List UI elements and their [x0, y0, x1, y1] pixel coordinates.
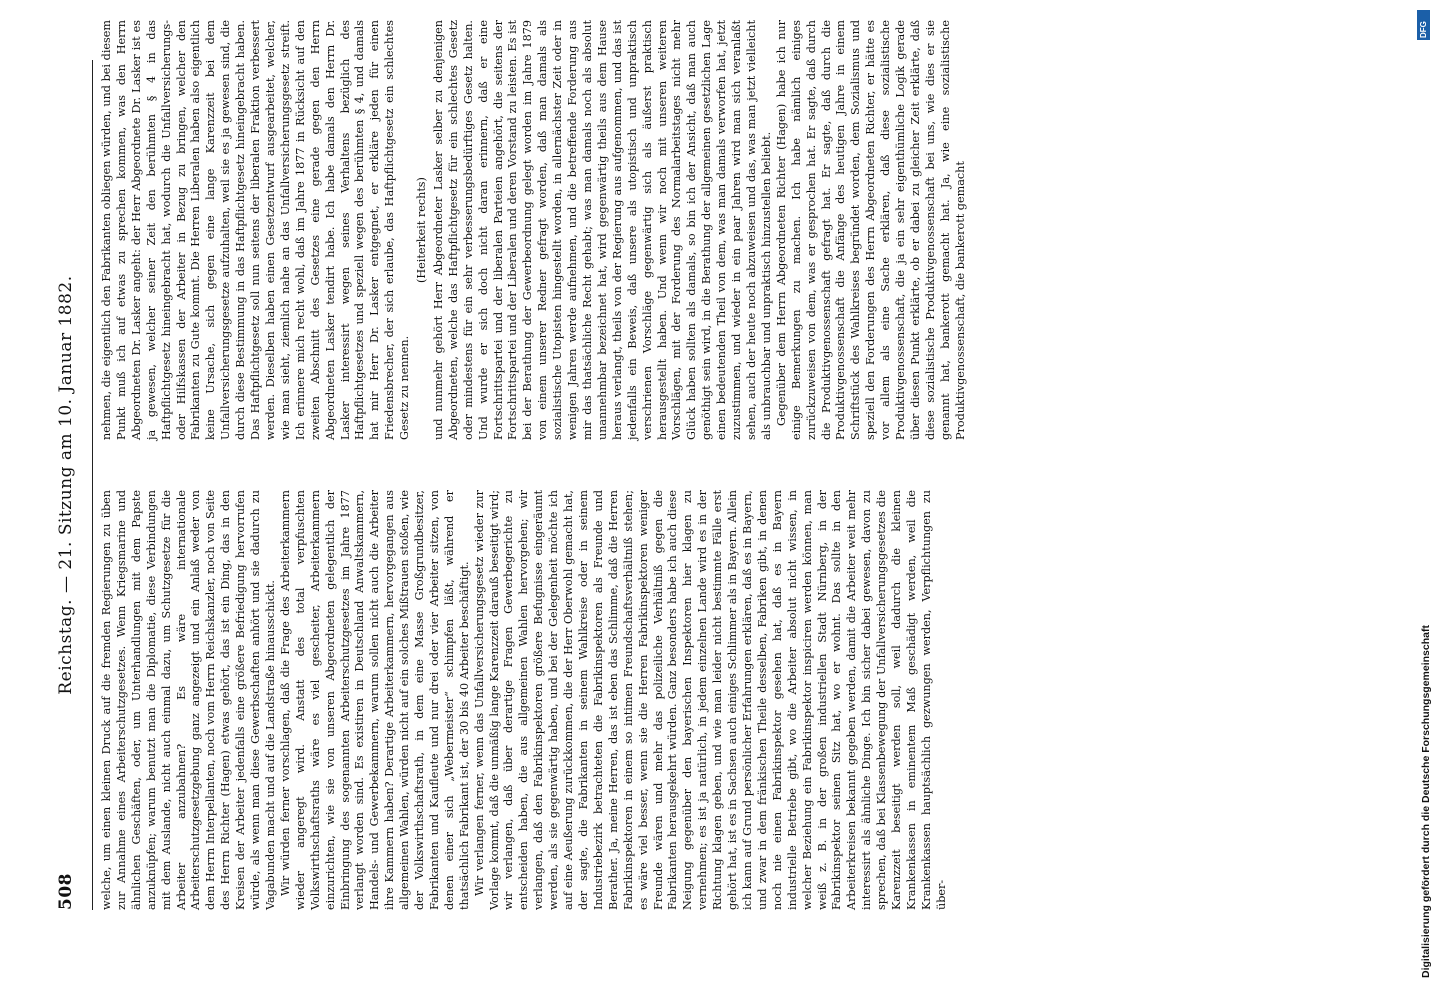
header-rule	[92, 60, 93, 910]
page-number: 508	[56, 873, 76, 910]
dfg-logo	[1417, 10, 1430, 40]
running-title: Reichstag. — 21. Sitzung am 10. Januar 1882.	[56, 275, 76, 695]
digitization-credit	[1408, 0, 1432, 1000]
credit-text: Digitalisierung gefördert durch die Deutsche Forschungsgemeinschaft	[1420, 625, 1432, 978]
paragraph: Gegenüber dem Herrn Abgeordneten Richter (Hagen) habe ich nur einige Bemerkungen zu machen. Ich habe nämlich einiges zurückzuweisen von dem, was er gesprochen hat. Er sagte, daß durch die Produktivgenossenschaft gefragt hat. Er sagte, daß durch die Produktivgenossenschaft die Anfänge des heutigen Jahre in einem Schriftstück des Wahlkreises begründet worden, dem Sozialismus und speziell den Forderungen des Herrn Abgeordneten Richter, er hätte es vor allem als eine Sache erklären, daß diese sozialistische Produktivgenossenschaft, die ja ein sehr eigenthümliche Logik gerade über diesen Punkt erklärte, ob er dabei zu gleicher Zeit erklärte, daß diese sozialistische Produktivgenossenschaft bei uns, wie dies er sie genannt hat, bankerott gemacht hat. Ja, wie eine sozialistische Produktivgenossenschaft, die bankerott gemacht	[774, 20, 967, 440]
left-column	[100, 490, 950, 910]
interjection: (Heiterkeit rechts)	[415, 177, 429, 283]
right-column	[100, 20, 969, 440]
paragraph: welche, um einen kleinen Druck auf die fremden Regierungen zu üben zur Annahme eines Arbeiterschutzgesetzes. Wenn Kriegsmarine und ähnlichen Geschäften, oder, um Unterhandlungen mit dem Papste anzuknüpfen; warum benutzt man die Diplomatie, diese Verbindungen mit dem Auslande, nicht auch einmal dazu, um Schutzgesetze für die Arbeiter anzubahnen? Es wäre internationale Arbeiterschutzgesetzgebung ganz angezeigt und ein Anlaß weder von dem Herrn Interpellanten, noch vom Herrn Reichskanzler, noch von Seite des Herrn Richter (Hagen) etwas gehört, das ist ein Ding, das in den Kreisen der Arbeiter jedenfalls eine größere Befriedigung hervorrufen würde, als wenn man diese Gewerbschaften anhört und sie dadurch zu Vagabunden macht und auf die Landstraße hinausschickt.	[100, 490, 277, 910]
paragraph: und nunmehr gehört Herr Abgeordneter Lasker selber zu denjenigen Abgeordneten, welche das Haftpflichtgesetz für ein schlechtes Gesetz oder mindestens für ein sehr verbesserungsbedürftiges Gesetz halten. Und wurde er sich doch nicht daran erinnern, daß er eine Fortschrittspartei und der liberalen Parteien angehört, die seitens der Fortschrittspartei und der Liberalen und deren Vorstand zu leisten. Es ist bei der Berathung der Gewerbeordnung gelegt worden im Jahre 1879 von einem unserer Redner gefragt worden, daß man damals als sozialistische Utopisten hingestellt worden, in allernächster Zeit oder in wenigen Jahren werde aufnehmen, und die betreffende Forderung aus mir das thatsächliche Recht gehabt; was man damals noch als absolut unannehmbar bezeichnet hat, wird gegenwärtig theils aus dem Hause heraus verlangt, theils von der Regierung aus aufgenommen, und das ist jedenfalls ein Beweis, daß unsere als utopistisch und unpraktisch verschrienen Vorschläge gegenwärtig sich als äußerst praktisch herausgestellt haben. Und wenn wir noch mit unseren weiteren Vorschlägen, mit der Forderung des Normalarbeitstages nicht mehr Glück haben sollten als damals, so bin ich der Ansicht, daß man auch genöthigt sein wird, in die Berathung der allgemeinen gesetzlichen Lage einen bedeutenden Theil von dem, was man damals verworfen hat, jetzt zuzustimmen, und wieder in ein paar Jahren wird man sich veranlaßt sehen, auch der heute noch abzuweisen und das, was man jetzt vielleicht als unbrauchbar und unpraktisch hinzustellen beliebt.	[431, 20, 773, 440]
paragraph: Wir verlangen ferner, wenn das Unfallversicherungsgesetz wieder zur Vorlage kommt, daß die unmäßig lange Karenzzeit darauß beseitigt wird; wir verlangen, daß über derartige Fragen Gewerbegerichte zu entscheiden haben, die aus allgemeinen Wahlen hervorgehen; wir verlangen, daß den Fabrikinspektoren größere Befugnisse eingeräumt werden, als sie gegenwärtig haben, und bei der Gelegenheit möchte ich auf eine Aeußerung zurückkommen, die der Herr Oberwohl gemacht hat, der sagte, die Fabrikanten in seinem Wahlkreise oder in seinem Industriebezirk betrachteten die Fabrikinspektoren als Freunde und Berather. Ja, meine Herren, das ist eben das Schlimme, daß die Herren Fabrikinspektoren in einem so intimen Freundschaftsverhältniß stehen; es wäre viel besser, wenn sie die Herren Fabrikinspektoren weniger Freunde wären und mehr das polizeiliche Verhältniß gegen die Fabrikanten herausgekehrt würden. Ganz besonders habe ich auch diese Neigung gegenüber den bayerischen Inspektoren hier klagen zu vernehmen; es ist ja natürlich, in jedem einzelnen Lande wird es in der Richtung klagen geben, und wie man leider nicht bestimmte Fälle erst gehört hat, ist es in Sachsen auch einiges Schlimmer als in Bayern. Allein ich kann auf Grund persönlicher Erfahrungen erklären, daß es in Bayern, und zwar in dem fränkischen Theile desselben, Fabriken gibt, in denen noch nie einen Fabrikinspektor gesehen hat, daß es in Bayern industrielle Betriebe gibt, wo die Arbeiter absolut nicht wissen, in welcher Beziehung ein Fabrikinspektor inspiciren werden können, man weiß z. B. in der großen industriellen Stadt Nürnberg, in der Fabrikinspektor seinen Sitz hat, wo er wohnt. Das sollte in den Arbeiterkreisen bekannt gegeben werden, damit die Arbeiter weit mehr interessirt als ähnliche Dinge. Ich bin sicher dabei gewesen, davon zu sprechen, daß bei Klassenbewegung der Unfallversicherungsgesetzes die Karenzzeit beseitigt werden soll, weil dadurch die kleinen Krankenkassen in eminentem Maß geschädigt werden, weil die Krankenkassen hauptsächlich gezwungen werden, Verpflichtungen zu über-	[472, 490, 948, 910]
paragraph: nehmen, die eigentlich den Fabrikanten obliegen würden, und bei diesem Punkt muß ich auf etwas zu sprechen kommen, was den Herrn Abgeordneten Dr. Lasker angeht: der Herr Abgeordnete Dr. Lasker ist es ja gewesen, welcher seiner Zeit den berühmten § 4 in das Haftpflichtgesetz hineingebracht hat, wodurch die Unfallversicherungs- oder Hilfskassen der Arbeiter in Bezug zu bringen, welcher den Fabrikanten zu Gute kommt. Die Herren Liberalen haben also eigentlich keine Ursache, sich gegen eine lange Karenzzeit bei dem Unfallversicherungsgesetze aufzuhalten, weil sie es ja gewesen sind, die durch diese Bestimmung in das Haftpflichtgesetz hineingebracht haben. Das Haftpflichtgesetz soll nun seitens der liberalen Fraktion verbessert werden. Dieselben haben einen Gesetzentwurf ausgearbeitet, welcher, wie man sieht, ziemlich nahe an das Unfallversicherungsgesetz streift. Ich erinnere mich recht wohl, daß im Jahre 1877 in Rücksicht auf den zweiten Abschnitt des Gesetzes eine gerade gegen den Herrn Abgeordneten Lasker tendirt habe. Ich habe damals den Herrn Dr. Lasker interessirt wegen seines Verhaltens bezüglich des Haftpflichtgesetzes und speziell wegen des berühmten § 4, und damals hat mir Herr Dr. Lasker entgegnet, er erkläre jeden für einen Friedensbrecher, der sich erlaube, das Haftpflichtgesetz ein schlechtes Gesetz zu nennen.	[100, 20, 412, 440]
dfg-logo-text: DFG	[1419, 21, 1428, 38]
paragraph: Wir würden ferner vorschlagen, daß die Frage des Arbeiterkammern wieder angeregt wird. Anstatt des total verpfuschten Volkswirthschaftsraths wäre es viel gescheiter, Arbeiterkammern einzurichten, wie sie von unseren Abgeordneten gelegentlich der Einbringung des sogenannten Arbeiterschutzgesetzes im Jahre 1877 verlangt worden sind. Es existiren in Deutschland Anwaltskammern, Handels- und Gewerbekammern, warum sollen nicht auch die Arbeiter ihre Kammern haben? Derartige Arbeiterkammern, hervorgegangen aus allgemeinen Wahlen, würden nicht auf ein solches Mißtrauen stoßen, wie der Volkswirthschaftsrath, in dem eine Masse Großgrundbesitzer, Fabrikanten und Kaufleute und nur drei oder vier Arbeiter sitzen, von denen einer sich „Webermeister“ schimpfen läßt, während er thatsächlich Fabrikant ist, der 30 bis 40 Arbeiter beschäftigt.	[278, 490, 471, 910]
page-header	[52, 60, 82, 910]
